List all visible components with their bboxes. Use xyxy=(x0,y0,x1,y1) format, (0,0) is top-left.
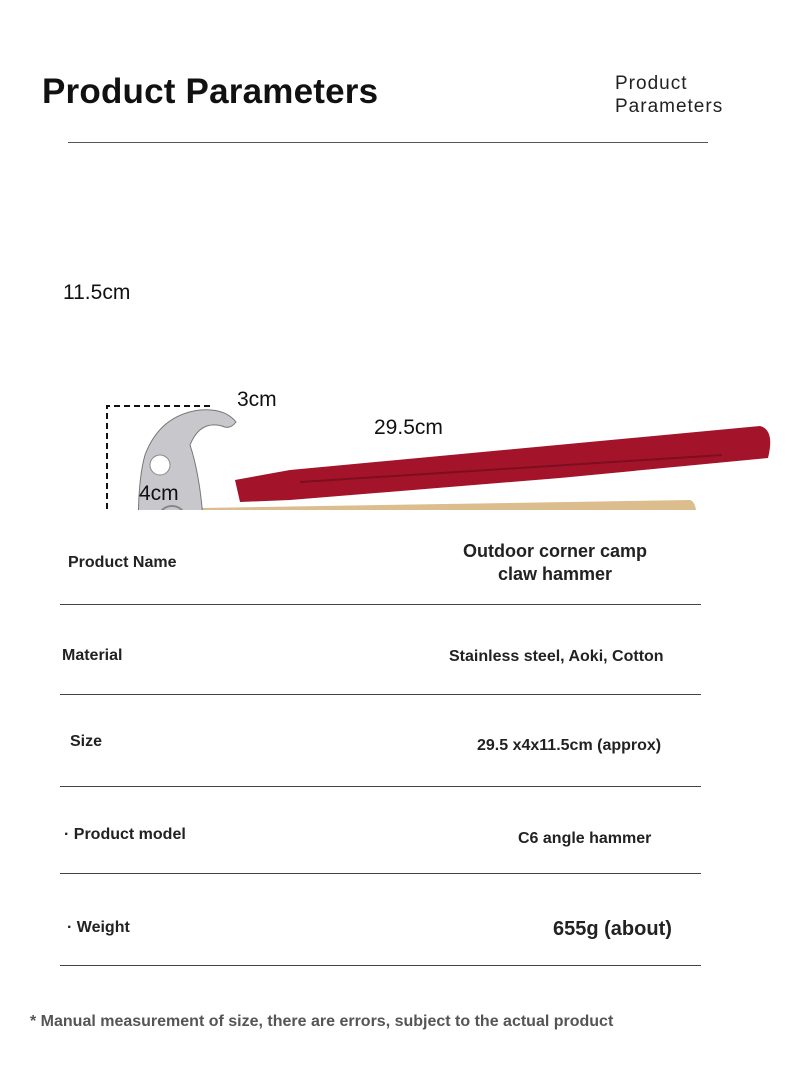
spec-value-line-2: claw hammer xyxy=(497,564,613,584)
row-divider xyxy=(60,694,701,695)
page-title: Product Parameters xyxy=(42,72,379,111)
spec-label: · Product model xyxy=(64,826,186,843)
spec-label: Material xyxy=(62,647,123,664)
header-divider xyxy=(68,142,708,143)
spec-value xyxy=(420,540,690,586)
height-dimension: 11.5cm xyxy=(63,281,131,304)
page-subtitle xyxy=(615,72,723,118)
spec-value: 655g (about) xyxy=(553,918,672,940)
footnote: * Manual measurement of size, there are errors, subject to the actual product xyxy=(30,1013,614,1030)
spec-value: C6 angle hammer xyxy=(518,830,652,847)
spec-label: Product Name xyxy=(68,554,177,571)
head-hole xyxy=(150,455,170,475)
spec-value-line-1: Outdoor corner camp xyxy=(462,541,648,561)
row-divider xyxy=(60,873,701,874)
head-depth-dimension: 3cm xyxy=(237,388,277,411)
spec-value: 29.5 x4x11.5cm (approx) xyxy=(477,737,662,754)
row-divider xyxy=(60,965,701,966)
strap xyxy=(235,426,770,502)
length-dimension: 29.5cm xyxy=(374,416,443,439)
head-width-dimension: 4cm xyxy=(139,482,179,505)
row-divider xyxy=(60,604,701,605)
subtitle-line-2: Parameters xyxy=(615,96,724,117)
spec-label: · Weight xyxy=(67,919,130,936)
spec-value: Stainless steel, Aoki, Cotton xyxy=(449,648,664,665)
subtitle-line-1: Product xyxy=(615,73,688,94)
spec-label: Size xyxy=(70,733,103,750)
hammer-product-image xyxy=(0,190,790,510)
handle xyxy=(200,500,697,510)
row-divider xyxy=(60,786,701,787)
